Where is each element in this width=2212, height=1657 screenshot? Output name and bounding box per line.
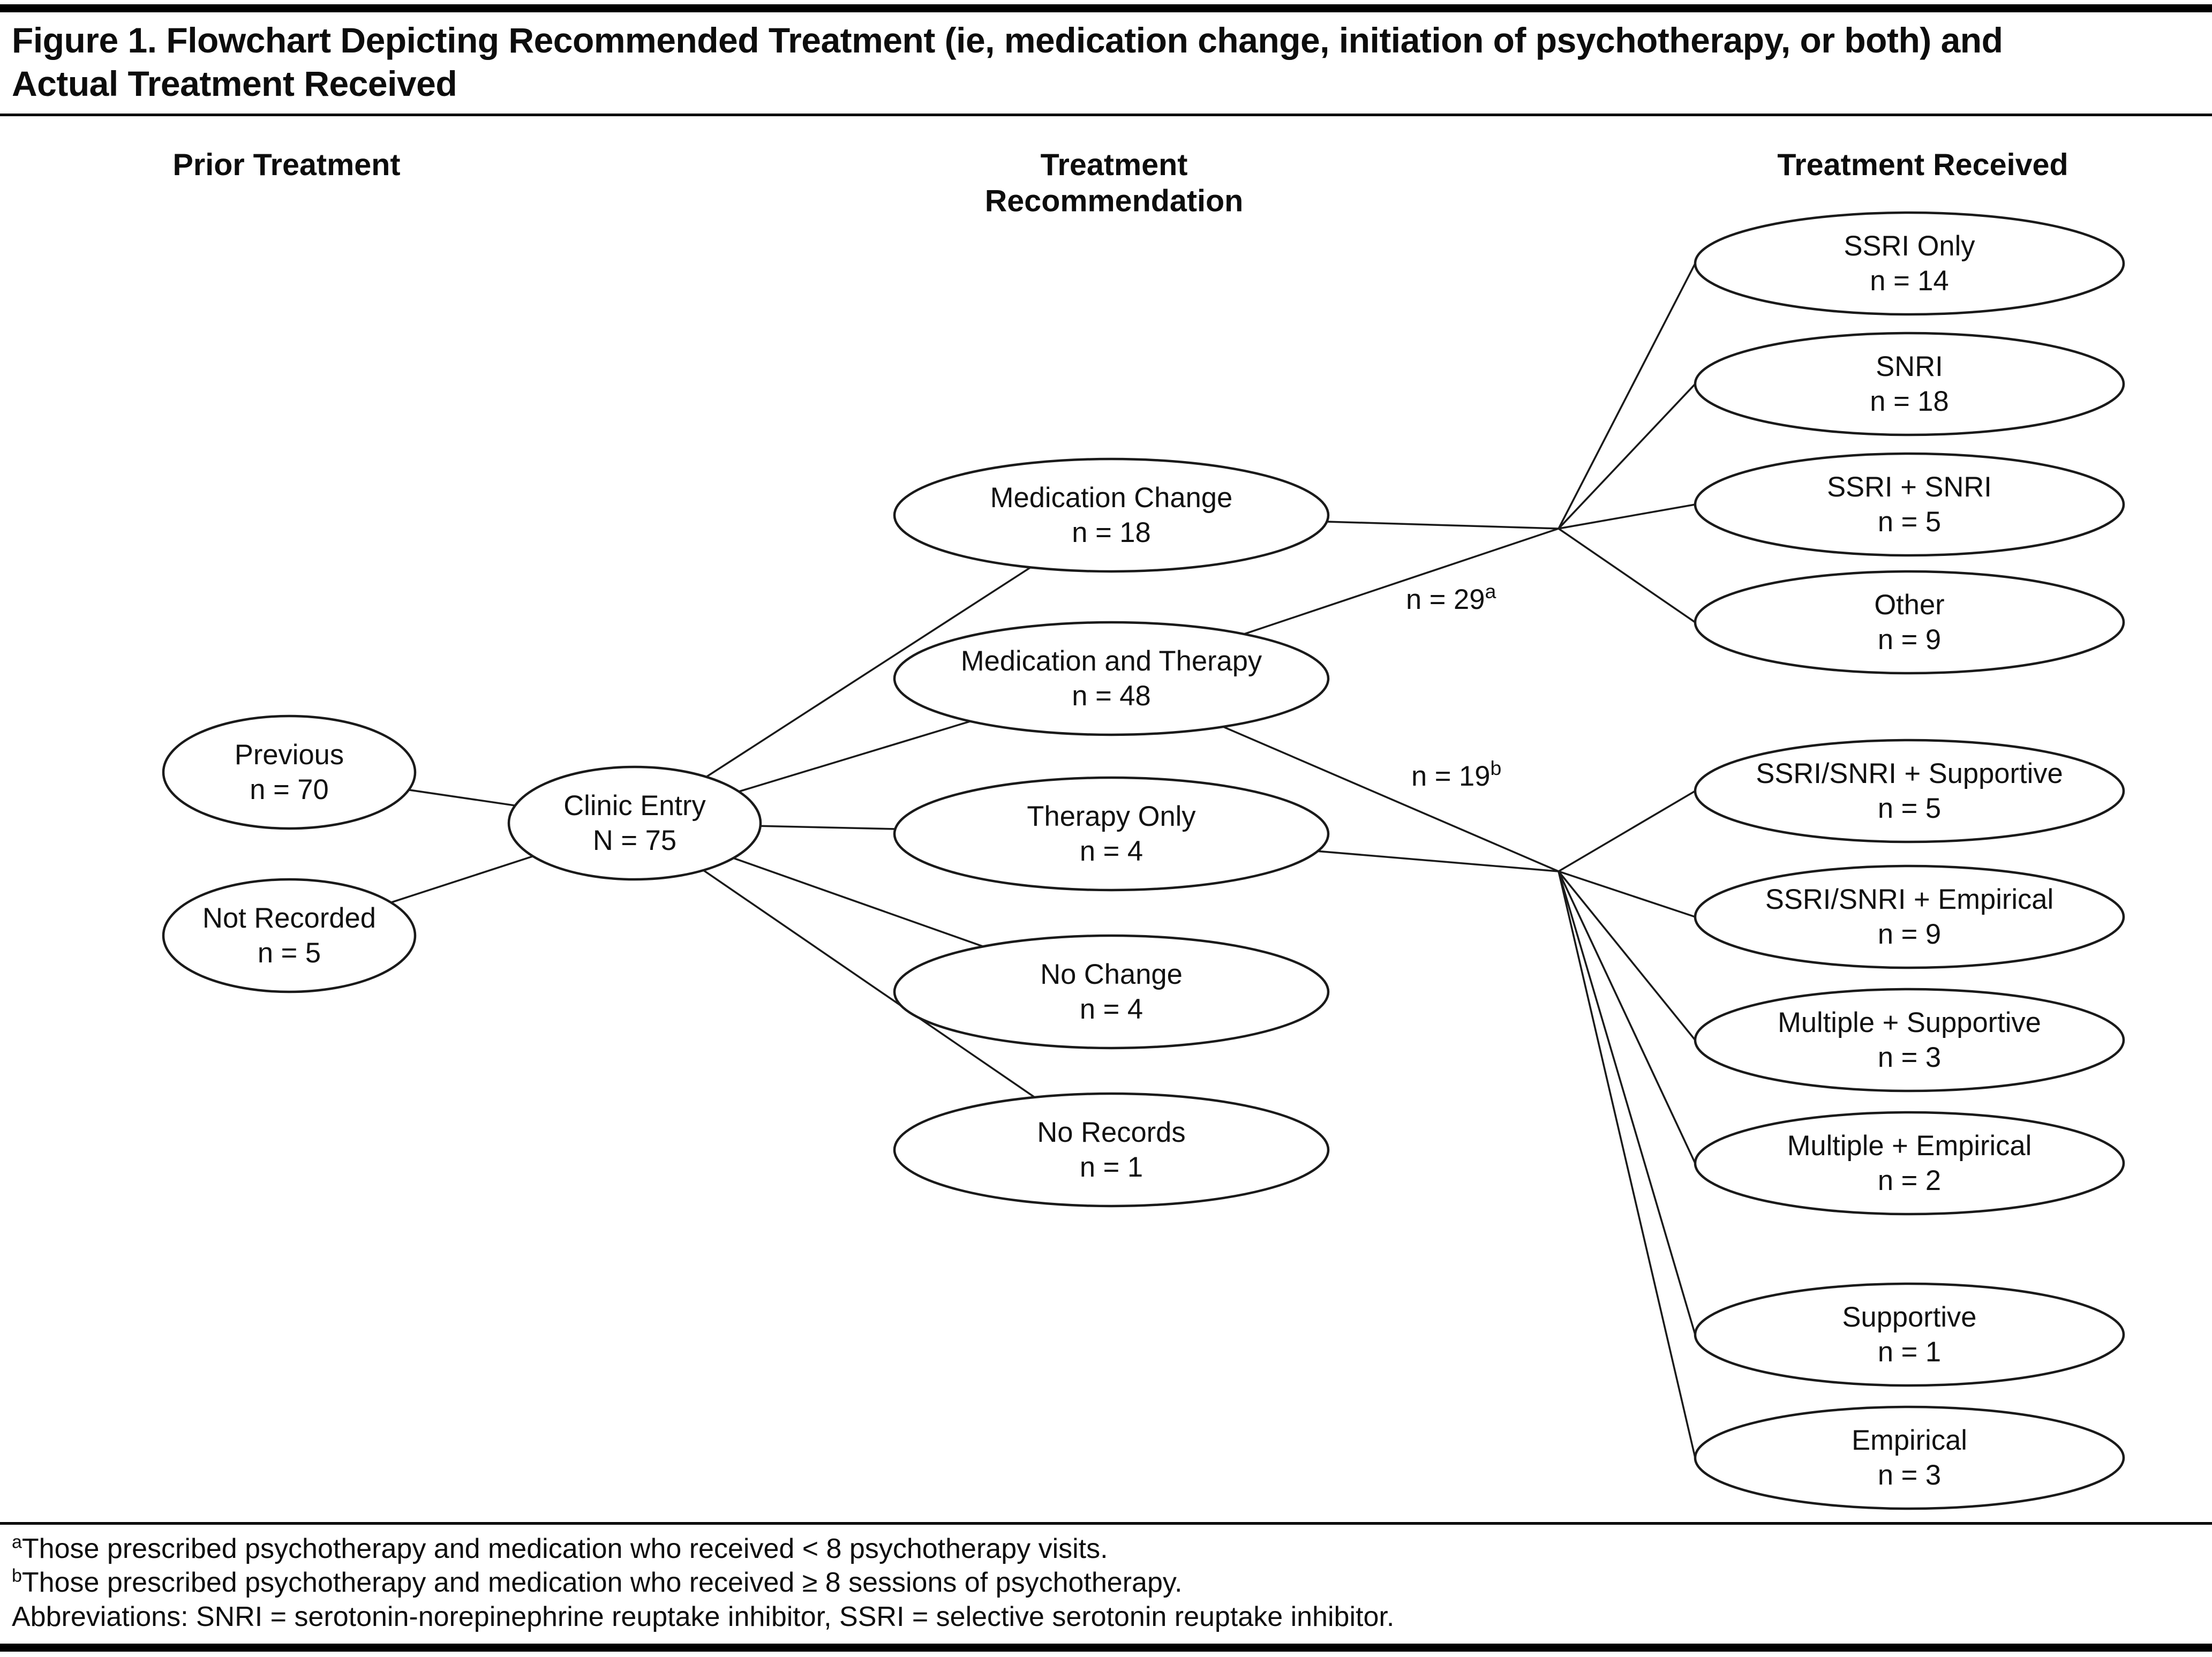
node-ssri-snri-empirical-count: n = 9 <box>1877 918 1942 951</box>
bottom-rule <box>0 1644 2212 1652</box>
node-ssri-snri-supportive-shape <box>1695 740 2124 842</box>
footnote-a-sup: a <box>12 1532 22 1553</box>
node-not-recorded <box>163 879 415 992</box>
edge-lower-fan-multiple-empirical <box>1559 871 1695 1163</box>
column-header-prior-treatment: Prior Treatment <box>172 148 401 183</box>
node-not-recorded-shape <box>163 879 415 992</box>
node-ssri-only <box>1695 213 2124 314</box>
node-no-records <box>894 1094 1328 1206</box>
node-medication-change-label: Medication Change <box>990 482 1233 514</box>
fan-label-lower-sup: b <box>1490 757 1502 780</box>
footnote-a-text: Those prescribed psychotherapy and medication who received < 8 psychotherapy visits. <box>21 1533 1108 1565</box>
node-empirical-shape <box>1695 1407 2124 1509</box>
node-snri <box>1695 333 2124 435</box>
node-clinic-entry-count: N = 75 <box>592 825 677 857</box>
edge-upper-fan-ssri-only <box>1559 263 1695 529</box>
node-ssri-only-count: n = 14 <box>1870 265 1949 297</box>
node-no-records-shape <box>894 1094 1328 1206</box>
edge-lower-fan-ssri-snri-empirical <box>1559 871 1695 917</box>
node-multiple-empirical-label: Multiple + Empirical <box>1787 1130 2032 1162</box>
node-multiple-empirical <box>1695 1112 2124 1214</box>
column-header-treatment-received: Treatment Received <box>1777 148 2068 183</box>
node-snri-shape <box>1695 333 2124 435</box>
node-ssri-snri-supportive-label: SSRI/SNRI + Supportive <box>1756 758 2063 790</box>
fan-label-lower <box>1411 757 1501 792</box>
node-multiple-supportive <box>1695 989 2124 1091</box>
node-supportive-count: n = 1 <box>1877 1336 1942 1368</box>
node-ssri-plus-snri <box>1695 454 2124 555</box>
node-medication-change-shape <box>894 459 1328 571</box>
node-ssri-snri-empirical-shape <box>1695 866 2124 968</box>
node-multiple-supportive-count: n = 3 <box>1877 1042 1942 1074</box>
node-supportive <box>1695 1284 2124 1385</box>
footnote-b <box>12 1566 2196 1600</box>
node-snri-count: n = 18 <box>1870 386 1949 418</box>
node-ssri-snri-supportive <box>1695 740 2124 842</box>
node-snri-label: SNRI <box>1876 351 1943 383</box>
node-therapy-only-shape <box>894 778 1328 890</box>
node-ssri-snri-empirical-label: SSRI/SNRI + Empirical <box>1765 884 2054 916</box>
node-other-shape <box>1695 571 2124 673</box>
node-therapy-only <box>894 778 1328 890</box>
figure-title-line2: Actual Treatment Received <box>12 63 457 103</box>
edge-upper-fan-other <box>1559 529 1695 622</box>
column-header-treatment-recommendation-line1: Treatment <box>1040 148 1188 183</box>
fan-label-upper-sup: a <box>1485 580 1496 603</box>
flowchart-diagram <box>0 116 2212 1522</box>
node-medication-and-therapy-count: n = 48 <box>1072 680 1151 712</box>
node-no-change-shape <box>894 936 1328 1048</box>
footnote-b-sup: b <box>12 1566 22 1587</box>
node-multiple-supportive-shape <box>1695 989 2124 1091</box>
node-therapy-only-label: Therapy Only <box>1027 801 1196 833</box>
node-clinic-entry <box>509 767 761 879</box>
node-medication-and-therapy-label: Medication and Therapy <box>960 645 1262 677</box>
node-medication-and-therapy-shape <box>894 622 1328 735</box>
node-no-change-label: No Change <box>1040 959 1183 991</box>
node-ssri-plus-snri-label: SSRI + SNRI <box>1827 471 1992 503</box>
node-not-recorded-count: n = 5 <box>257 937 321 969</box>
figure-title <box>0 12 2212 114</box>
edge-lower-fan-empirical <box>1559 871 1695 1458</box>
node-other-label: Other <box>1874 589 1945 621</box>
fan-label-lower-text: n = 19 <box>1411 760 1491 793</box>
node-ssri-only-label: SSRI Only <box>1844 230 1975 262</box>
node-previous <box>163 716 415 828</box>
node-supportive-shape <box>1695 1284 2124 1385</box>
footnote-b-text: Those prescribed psychotherapy and medication who received ≥ 8 sessions of psychotherapy. <box>21 1567 1183 1599</box>
figure-title-line1: Figure 1. Flowchart Depicting Recommended Treatment (ie, medication change, initiation of psychotherapy, or both) and <box>12 20 2003 60</box>
node-medication-change <box>894 459 1328 571</box>
edge-lower-fan-ssri-snri-supportive <box>1559 791 1695 871</box>
node-multiple-empirical-count: n = 2 <box>1877 1165 1942 1197</box>
node-no-records-count: n = 1 <box>1079 1151 1143 1184</box>
node-multiple-supportive-label: Multiple + Supportive <box>1778 1007 2041 1039</box>
footnote-abbreviations: Abbreviations: SNRI = serotonin-norepinephrine reuptake inhibitor, SSRI = selective serotonin reuptake inhibitor. <box>12 1601 1395 1632</box>
node-ssri-plus-snri-shape <box>1695 454 2124 555</box>
fan-label-upper <box>1406 580 1496 615</box>
node-empirical-count: n = 3 <box>1877 1459 1942 1492</box>
node-ssri-plus-snri-count: n = 5 <box>1877 506 1942 538</box>
node-ssri-snri-empirical <box>1695 866 2124 968</box>
fan-label-upper-text: n = 29 <box>1406 584 1485 616</box>
footnote-a <box>12 1532 2196 1566</box>
node-no-change-count: n = 4 <box>1079 993 1143 1026</box>
edge-lower-fan-supportive <box>1559 871 1695 1335</box>
node-empirical <box>1695 1407 2124 1509</box>
node-empirical-label: Empirical <box>1852 1425 1967 1457</box>
node-not-recorded-label: Not Recorded <box>202 902 376 935</box>
node-ssri-snri-supportive-count: n = 5 <box>1877 793 1942 825</box>
column-header-treatment-recommendation-line2: Recommendation <box>984 184 1244 219</box>
node-medication-and-therapy <box>894 622 1328 735</box>
top-rule <box>0 4 2212 12</box>
footnotes <box>0 1525 2212 1644</box>
node-other <box>1695 571 2124 673</box>
node-ssri-only-shape <box>1695 213 2124 314</box>
edge-upper-fan-snri <box>1559 384 1695 529</box>
node-clinic-entry-label: Clinic Entry <box>563 790 706 822</box>
node-previous-label: Previous <box>234 739 344 771</box>
nodes <box>163 213 2124 1509</box>
node-no-records-label: No Records <box>1037 1117 1186 1149</box>
node-other-count: n = 9 <box>1877 624 1942 656</box>
node-clinic-entry-shape <box>509 767 761 879</box>
node-previous-shape <box>163 716 415 828</box>
node-supportive-label: Supportive <box>1842 1301 1977 1334</box>
node-medication-change-count: n = 18 <box>1072 517 1151 549</box>
node-therapy-only-count: n = 4 <box>1079 835 1143 868</box>
node-multiple-empirical-shape <box>1695 1112 2124 1214</box>
node-previous-count: n = 70 <box>250 774 329 806</box>
node-no-change <box>894 936 1328 1048</box>
